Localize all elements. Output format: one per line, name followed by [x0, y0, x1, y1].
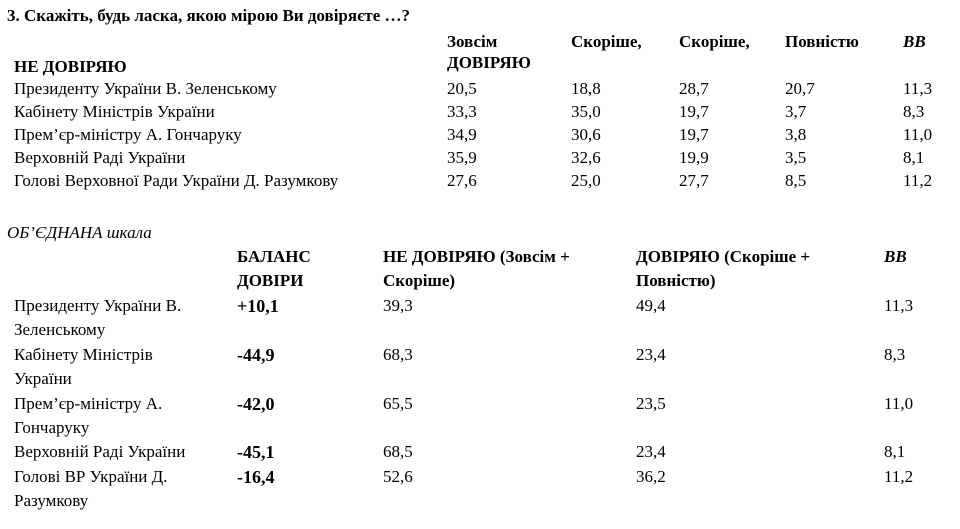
col-header-balance-line2: ДОВІРИ — [237, 271, 304, 290]
balance-value: +10,1 — [237, 296, 279, 316]
table-cell: 28,7 — [679, 79, 709, 98]
balance-value: -16,4 — [237, 467, 275, 487]
table-cell: 11,3 — [884, 296, 914, 315]
table-cell: 18,8 — [571, 79, 601, 98]
col-header-dk: ВВ — [903, 32, 926, 51]
combined-scale-title: ОБ’ЄДНАНА шкала — [7, 223, 152, 242]
balance-value: -42,0 — [237, 394, 275, 414]
table-cell: 23,4 — [636, 345, 666, 364]
table-row-label: Президенту України В. — [14, 296, 182, 315]
table-cell: 68,3 — [383, 345, 413, 364]
table-cell: 32,6 — [571, 148, 601, 167]
table-row-label: Голові Верховної Ради України Д. Разумкову — [14, 171, 339, 190]
table-cell: 23,4 — [636, 442, 666, 461]
table-cell: 52,6 — [383, 467, 413, 486]
table-cell: 11,2 — [903, 171, 933, 190]
col-header-rather-trust: Скоріше, — [679, 32, 750, 51]
table-cell: 39,3 — [383, 296, 413, 315]
table-cell: 34,9 — [447, 125, 477, 144]
row-header-distrust: НЕ ДОВІРЯЮ — [14, 57, 127, 76]
table-cell: 49,4 — [636, 296, 666, 315]
table-cell: 27,6 — [447, 171, 477, 190]
table-cell: 11,2 — [884, 467, 914, 486]
balance-value: -45,1 — [237, 442, 275, 462]
table-row-label: Кабінету Міністрів — [14, 345, 153, 364]
table-row-label-line2: Разумкову — [14, 491, 89, 510]
table-cell: 25,0 — [571, 171, 601, 190]
table-cell: 65,5 — [383, 394, 413, 413]
table-cell: 68,5 — [383, 442, 413, 461]
question-title: 3. Скажіть, будь ласка, якою мірою Ви довіряєте …? — [7, 6, 411, 25]
col-header-fully-distrust-line2: ДОВІРЯЮ — [447, 53, 531, 72]
col-header-distrust-line2: Скоріше) — [383, 271, 456, 290]
table-cell: 20,5 — [447, 79, 477, 98]
table-cell: 20,7 — [785, 79, 815, 98]
table-cell: 8,3 — [903, 102, 925, 121]
table-cell: 8,1 — [884, 442, 906, 461]
table-row-label: Прем’єр-міністру А. Гончаруку — [14, 125, 242, 144]
col-header-trust: ДОВІРЯЮ (Скоріше + — [636, 247, 811, 266]
table-cell: 23,5 — [636, 394, 666, 413]
col-header-fully-trust: Повністю — [785, 32, 859, 51]
table-row-label: Верховній Раді України — [14, 442, 186, 461]
table-cell: 36,2 — [636, 467, 666, 486]
balance-value: -44,9 — [237, 345, 275, 365]
table-row-label-line2: Зеленському — [14, 320, 106, 339]
table-row-label-line2: України — [14, 369, 72, 388]
table-row-label: Верховній Раді України — [14, 148, 186, 167]
table-row-label: Прем’єр-міністру А. — [14, 394, 163, 413]
table-cell: 11,3 — [903, 79, 933, 98]
table-cell: 27,7 — [679, 171, 709, 190]
col-header-fully-distrust: Зовсім — [447, 32, 498, 51]
col-header-balance: БАЛАНС — [237, 247, 311, 266]
table-cell: 11,0 — [903, 125, 933, 144]
col-header-distrust: НЕ ДОВІРЯЮ (Зовсім + — [383, 247, 570, 266]
table-cell: 35,0 — [571, 102, 601, 121]
table-cell: 3,7 — [785, 102, 807, 121]
col-header-dk: ВВ — [884, 247, 907, 266]
table-cell: 8,1 — [903, 148, 925, 167]
col-header-trust-line2: Повністю) — [636, 271, 716, 290]
table-cell: 19,9 — [679, 148, 709, 167]
table-cell: 8,5 — [785, 171, 807, 190]
table-row-label: Кабінету Міністрів України — [14, 102, 215, 121]
table-cell: 30,6 — [571, 125, 601, 144]
table-cell: 33,3 — [447, 102, 477, 121]
table-cell: 19,7 — [679, 102, 709, 121]
table-cell: 3,8 — [785, 125, 807, 144]
table-cell: 3,5 — [785, 148, 807, 167]
table-cell: 11,0 — [884, 394, 914, 413]
table-cell: 35,9 — [447, 148, 477, 167]
table-row-label: Президенту України В. Зеленському — [14, 79, 277, 98]
table-cell: 19,7 — [679, 125, 709, 144]
table-row-label: Голові ВР України Д. — [14, 467, 168, 486]
table-cell: 8,3 — [884, 345, 906, 364]
table-row-label-line2: Гончаруку — [14, 418, 90, 437]
col-header-rather-distrust: Скоріше, — [571, 32, 642, 51]
